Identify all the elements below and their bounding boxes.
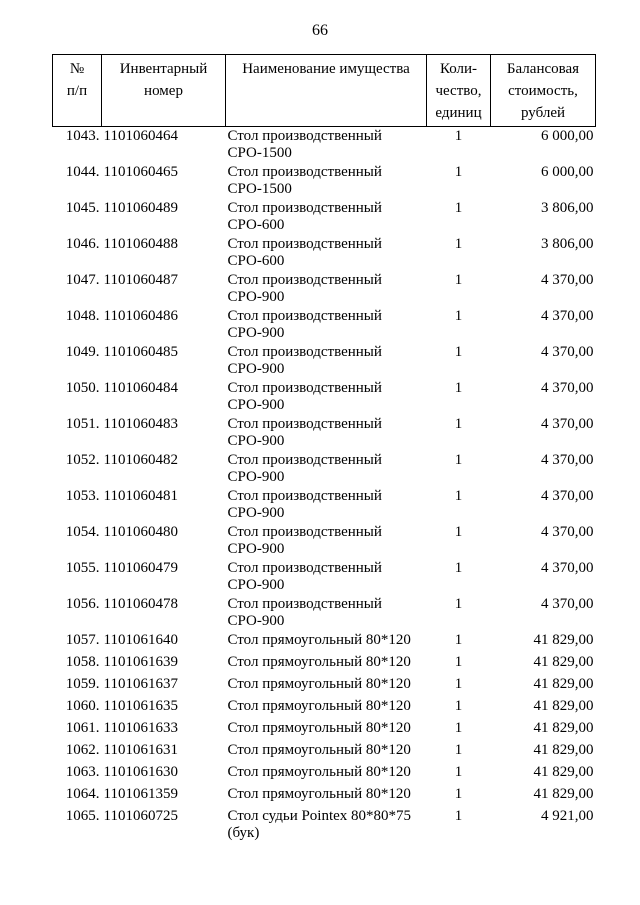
inventory-number: 1101060478 — [103, 596, 178, 612]
property-name — [226, 675, 427, 697]
balance-cost: 3 806,00 — [541, 236, 594, 252]
row-number: 1064. — [65, 786, 100, 802]
table-row — [53, 631, 596, 653]
property-name-line: Стол производственный — [227, 452, 382, 468]
balance-cost: 4 370,00 — [541, 596, 594, 612]
property-name-line: Стол производственный — [227, 236, 382, 252]
row-number: 1045. — [65, 200, 100, 216]
table-row — [53, 343, 596, 379]
property-name-line: Стол прямоугольный 80*120 — [227, 786, 411, 802]
property-name-line: СРО-900 — [227, 397, 285, 413]
row-number: 1046. — [65, 236, 100, 252]
header-num — [53, 55, 102, 127]
property-name-line: СРО-900 — [227, 613, 285, 629]
property-name-line: (бук) — [227, 825, 260, 841]
inventory-number: 1101061640 — [103, 632, 178, 648]
quantity: 1 — [454, 380, 463, 396]
property-name-line: Стол производственный — [227, 164, 382, 180]
table-row — [53, 307, 596, 343]
property-name — [226, 199, 427, 235]
table-row — [53, 807, 596, 843]
property-name — [226, 807, 427, 843]
property-name-line: СРО-900 — [227, 469, 285, 485]
quantity: 1 — [454, 200, 463, 216]
header-inv-line: номер — [144, 83, 183, 99]
property-name-line: СРО-900 — [227, 577, 285, 593]
balance-cost: 41 829,00 — [533, 632, 594, 648]
inventory-number: 1101061635 — [103, 698, 178, 714]
quantity: 1 — [454, 786, 463, 802]
quantity: 1 — [454, 560, 463, 576]
balance-cost: 41 829,00 — [533, 698, 594, 714]
quantity: 1 — [454, 698, 463, 714]
table-row — [53, 559, 596, 595]
property-name — [226, 595, 427, 631]
property-name-line: Стол прямоугольный 80*120 — [227, 742, 411, 758]
row-number: 1058. — [65, 654, 100, 670]
balance-cost: 41 829,00 — [533, 764, 594, 780]
property-name — [226, 487, 427, 523]
balance-cost: 4 370,00 — [541, 452, 594, 468]
table-row — [53, 523, 596, 559]
table-row — [53, 675, 596, 697]
balance-cost: 4 370,00 — [541, 524, 594, 540]
property-name-line: Стол производственный — [227, 308, 382, 324]
header-qty-line: единиц — [435, 105, 482, 121]
header-balance-cost — [491, 55, 596, 127]
property-name — [226, 523, 427, 559]
inventory-number: 1101061359 — [103, 786, 178, 802]
balance-cost: 4 370,00 — [541, 272, 594, 288]
quantity: 1 — [454, 128, 463, 144]
property-name — [226, 127, 427, 164]
property-name-line: Стол прямоугольный 80*120 — [227, 764, 411, 780]
quantity: 1 — [454, 632, 463, 648]
quantity: 1 — [454, 488, 463, 504]
row-number: 1049. — [65, 344, 100, 360]
table-row — [53, 785, 596, 807]
quantity: 1 — [454, 654, 463, 670]
quantity: 1 — [454, 524, 463, 540]
property-name — [226, 271, 427, 307]
balance-cost: 6 000,00 — [541, 164, 594, 180]
header-num-line: № — [69, 61, 85, 77]
property-name-line: СРО-1500 — [227, 145, 292, 161]
row-number: 1061. — [65, 720, 100, 736]
row-number: 1057. — [65, 632, 100, 648]
page-number: 66 — [312, 22, 328, 39]
quantity: 1 — [454, 236, 463, 252]
property-name-line: Стол производственный — [227, 200, 382, 216]
property-name — [226, 697, 427, 719]
property-name — [226, 163, 427, 199]
header-cost-line: рублей — [520, 105, 566, 121]
balance-cost: 41 829,00 — [533, 742, 594, 758]
table-row — [53, 235, 596, 271]
property-name-line: Стол производственный — [227, 560, 382, 576]
property-name-line: СРО-900 — [227, 505, 285, 521]
balance-cost: 4 370,00 — [541, 488, 594, 504]
header-num-line: п/п — [66, 83, 88, 99]
balance-cost: 4 921,00 — [541, 808, 594, 824]
property-name-line: Стол прямоугольный 80*120 — [227, 676, 411, 692]
property-name-line: СРО-600 — [227, 217, 285, 233]
inventory-number: 1101060481 — [103, 488, 178, 504]
property-name — [226, 415, 427, 451]
inventory-table — [52, 54, 596, 843]
property-name — [226, 653, 427, 675]
property-name-line: Стол производственный — [227, 416, 382, 432]
row-number: 1055. — [65, 560, 100, 576]
quantity: 1 — [454, 676, 463, 692]
balance-cost: 41 829,00 — [533, 720, 594, 736]
quantity: 1 — [454, 308, 463, 324]
row-number: 1054. — [65, 524, 100, 540]
inventory-number: 1101060488 — [103, 236, 178, 252]
quantity: 1 — [454, 808, 463, 824]
property-name-line: Стол прямоугольный 80*120 — [227, 632, 411, 648]
table-row — [53, 199, 596, 235]
header-name-line: Наименование имущества — [242, 61, 410, 77]
table-row — [53, 719, 596, 741]
table-header — [53, 55, 596, 127]
inventory-number: 1101060725 — [103, 808, 178, 824]
row-number: 1044. — [65, 164, 100, 180]
balance-cost: 41 829,00 — [533, 654, 594, 670]
table-row — [53, 487, 596, 523]
balance-cost: 4 370,00 — [541, 560, 594, 576]
inventory-number: 1101060487 — [103, 272, 178, 288]
quantity: 1 — [454, 272, 463, 288]
property-name-line: СРО-1500 — [227, 181, 292, 197]
quantity: 1 — [454, 764, 463, 780]
property-name-line: Стол производственный — [227, 596, 382, 612]
property-name-line: Стол производственный — [227, 272, 382, 288]
header-inventory-number — [102, 55, 226, 127]
header-inv-line: Инвентарный — [119, 61, 208, 77]
row-number: 1047. — [65, 272, 100, 288]
table-row — [53, 741, 596, 763]
row-number: 1056. — [65, 596, 100, 612]
header-cost-line: Балансовая — [506, 61, 580, 77]
property-name — [226, 307, 427, 343]
header-quantity — [427, 55, 491, 127]
property-name — [226, 631, 427, 653]
row-number: 1048. — [65, 308, 100, 324]
property-name — [226, 785, 427, 807]
header-qty-line: чество, — [435, 83, 482, 99]
table-row — [53, 763, 596, 785]
quantity: 1 — [454, 452, 463, 468]
property-name — [226, 235, 427, 271]
property-name — [226, 379, 427, 415]
inventory-number: 1101060482 — [103, 452, 178, 468]
property-name-line: Стол производственный — [227, 488, 382, 504]
property-name-line: СРО-900 — [227, 289, 285, 305]
inventory-number: 1101061637 — [103, 676, 178, 692]
balance-cost: 4 370,00 — [541, 344, 594, 360]
row-number: 1051. — [65, 416, 100, 432]
property-name — [226, 741, 427, 763]
row-number: 1060. — [65, 698, 100, 714]
property-name-line: Стол производственный — [227, 128, 382, 144]
inventory-number: 1101061639 — [103, 654, 178, 670]
inventory-number: 1101060465 — [103, 164, 178, 180]
property-name-line: Стол производственный — [227, 524, 382, 540]
quantity: 1 — [454, 720, 463, 736]
property-name-line: Стол прямоугольный 80*120 — [227, 720, 411, 736]
row-number: 1052. — [65, 452, 100, 468]
property-name-line: СРО-900 — [227, 325, 285, 341]
table-row — [53, 415, 596, 451]
inventory-number: 1101061633 — [103, 720, 178, 736]
inventory-number: 1101061630 — [103, 764, 178, 780]
property-name-line: Стол судьи Pointex 80*80*75 — [227, 808, 412, 824]
inventory-number: 1101060489 — [103, 200, 178, 216]
quantity: 1 — [454, 416, 463, 432]
quantity: 1 — [454, 164, 463, 180]
row-number: 1065. — [65, 808, 100, 824]
property-name-line: СРО-600 — [227, 253, 285, 269]
row-number: 1053. — [65, 488, 100, 504]
table-row — [53, 379, 596, 415]
inventory-number: 1101060464 — [103, 128, 178, 144]
row-number: 1050. — [65, 380, 100, 396]
table-row — [53, 653, 596, 675]
balance-cost: 41 829,00 — [533, 786, 594, 802]
property-name-line: Стол производственный — [227, 380, 382, 396]
row-number: 1063. — [65, 764, 100, 780]
balance-cost: 6 000,00 — [541, 128, 594, 144]
row-number: 1059. — [65, 676, 100, 692]
inventory-number: 1101061631 — [103, 742, 178, 758]
header-row — [53, 55, 596, 127]
inventory-number: 1101060485 — [103, 344, 178, 360]
table-body — [53, 127, 596, 844]
balance-cost: 41 829,00 — [533, 676, 594, 692]
balance-cost: 3 806,00 — [541, 200, 594, 216]
table-row — [53, 697, 596, 719]
property-name-line: Стол прямоугольный 80*120 — [227, 654, 411, 670]
inventory-number: 1101060484 — [103, 380, 178, 396]
balance-cost: 4 370,00 — [541, 416, 594, 432]
table-row — [53, 595, 596, 631]
property-name-line: Стол производственный — [227, 344, 382, 360]
inventory-number: 1101060486 — [103, 308, 178, 324]
property-name — [226, 719, 427, 741]
header-property-name — [226, 55, 427, 127]
property-name-line: СРО-900 — [227, 541, 285, 557]
property-name — [226, 451, 427, 487]
table-row — [53, 451, 596, 487]
row-number: 1062. — [65, 742, 100, 758]
table-row — [53, 127, 596, 164]
header-cost-line: стоимость, — [508, 83, 578, 99]
quantity: 1 — [454, 596, 463, 612]
property-name-line: СРО-900 — [227, 433, 285, 449]
balance-cost: 4 370,00 — [541, 308, 594, 324]
property-name — [226, 559, 427, 595]
property-name — [226, 763, 427, 785]
quantity: 1 — [454, 344, 463, 360]
table-row — [53, 163, 596, 199]
quantity: 1 — [454, 742, 463, 758]
inventory-number: 1101060479 — [103, 560, 178, 576]
inventory-number: 1101060480 — [103, 524, 178, 540]
row-number: 1043. — [65, 128, 100, 144]
property-name-line: СРО-900 — [227, 361, 285, 377]
property-name-line: Стол прямоугольный 80*120 — [227, 698, 411, 714]
table-row — [53, 271, 596, 307]
balance-cost: 4 370,00 — [541, 380, 594, 396]
inventory-number: 1101060483 — [103, 416, 178, 432]
property-name — [226, 343, 427, 379]
header-qty-line: Коли- — [439, 61, 478, 77]
